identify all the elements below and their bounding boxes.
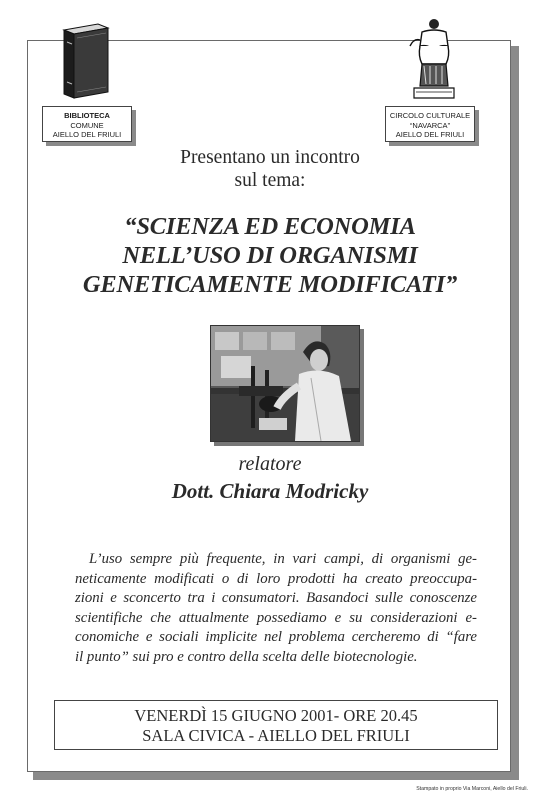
intro-text	[100, 146, 440, 192]
description-line: L’uso sempre più frequente, in vari campi, di organismi ge-	[89, 551, 477, 567]
speaker-role: relatore	[238, 453, 302, 475]
title-line-2: NELL’USO DI ORGANISMI	[122, 242, 418, 269]
organizer-cultural-circle	[385, 106, 475, 142]
speaker-name: Dott. Chiara Modricky	[171, 479, 369, 503]
organizer-library-town: AIELLO DEL FRIULI	[52, 130, 122, 139]
intro-line-1: Presentano un incontro	[180, 147, 360, 168]
organizer-library-type: COMUNE	[70, 120, 104, 130]
description-paragraph	[75, 550, 477, 668]
book-icon	[58, 22, 112, 100]
organizer-circle-name: “NAVARCA”	[409, 120, 451, 130]
intro-line-2: sul tema:	[234, 170, 306, 191]
printer-credit: Stampato in proprio Via Marconi, Aiello del Friuli.	[416, 786, 528, 792]
description-line: il punto” sui pro e contro della scelta delle biotecnologie.	[75, 648, 418, 665]
organizer-library-name: BIBLIOTECA	[64, 111, 110, 120]
lab-photo	[210, 325, 360, 442]
description-line: conomiche e sociali implicite nel problema cercheremo di “fare	[75, 629, 477, 646]
description-line: scientifiche che attualmente possediamo e su considerazioni e-	[75, 609, 477, 626]
description-line: zioni e sconcerto tra i consumatori. Basandoci sulle conoscenze	[75, 590, 477, 607]
statue-icon	[408, 16, 460, 102]
description-line: neticamente modificati o di loro prodotti ha creato preoccupa-	[75, 570, 477, 587]
title-line-1: “SCIENZA ED ECONOMIA	[124, 213, 416, 240]
event-datetime: VENERDÌ 15 GIUGNO 2001- ORE 20.45	[134, 706, 418, 725]
title-line-3: GENETICAMENTE MODIFICATI”	[82, 271, 458, 298]
event-venue: SALA CIVICA - AIELLO DEL FRIULI	[142, 726, 410, 745]
organizer-circle-town: AIELLO DEL FRIULI	[395, 130, 465, 139]
event-title	[40, 212, 500, 299]
event-details-box	[54, 700, 498, 750]
organizer-library	[42, 106, 132, 142]
organizer-circle-type: CIRCOLO CULTURALE	[389, 111, 471, 120]
